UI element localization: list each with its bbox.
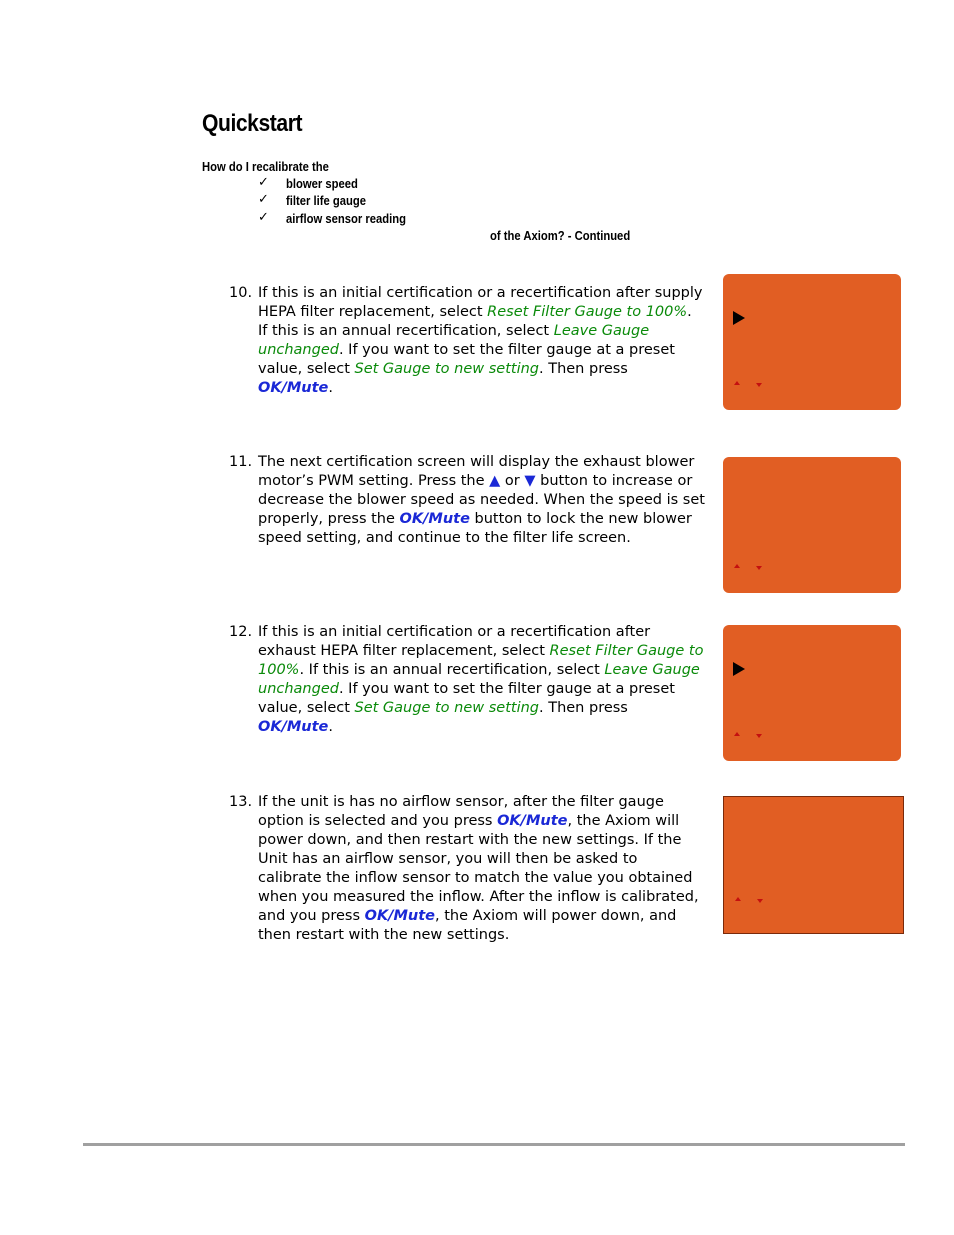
step-text: If the unit is has no airflow sensor, after the filter gauge option is selected and you press OK/Mute, the Axiom will power down, and then restart with the new settings. If the Unit has an airflow sensor, you will then be asked to calibrate the inflow sensor to match the value you obtained when you measured the inflow. After the inflow is calibrated, and you press OK/Mute, the Axiom will power down, and then restart with the new settings. xyxy=(258,794,699,943)
checklist-item: filter life gauge xyxy=(286,194,367,208)
step-number: 12. xyxy=(229,624,253,640)
option-reset-filter: Reset Filter Gauge to 100% xyxy=(487,304,688,320)
option-set-gauge: Set Gauge to new setting xyxy=(354,700,539,716)
down-arrow-icon xyxy=(756,566,762,570)
display-panel-inflow xyxy=(723,796,904,934)
option-leave-gauge: Leave Gauge unchanged xyxy=(258,662,700,697)
ok-mute-label: OK/Mute xyxy=(399,511,470,527)
up-arrow-icon xyxy=(734,564,740,568)
check-icon: ✓ xyxy=(258,175,269,190)
step-11 xyxy=(229,453,705,548)
check-icon: ✓ xyxy=(258,192,269,207)
check-icon: ✓ xyxy=(258,210,269,225)
step-10 xyxy=(229,284,705,398)
down-arrow-icon xyxy=(756,383,762,387)
option-leave-gauge: Leave Gauge unchanged xyxy=(258,323,650,358)
down-arrow-icon xyxy=(756,734,762,738)
up-arrow-icon xyxy=(734,381,740,385)
step-text: If this is an initial certification or a recertification after exhaust HEPA filter replacement, select Reset Filter Gauge to 100%. If this is an annual recertification, select Leave Gauge unchanged. If you want to set the filter gauge at a preset value, select Set Gauge to new setting. Then press OK/Mute. xyxy=(258,624,704,735)
checklist-item: airflow sensor reading xyxy=(286,212,407,226)
up-arrow-icon: ▲ xyxy=(489,473,501,489)
down-arrow-icon: ▼ xyxy=(524,473,536,489)
step-text: If this is an initial certification or a recertification after supply HEPA filter replacement, select Reset Filter Gauge to 100%. If this is an annual recertification, select Leave Gauge unchanged. If you want to set the filter gauge at a preset value, select Set Gauge to new setting. Then press OK/Mute. xyxy=(258,285,703,396)
display-panel-filter-supply xyxy=(723,274,901,410)
display-panel-filter-exhaust xyxy=(723,625,901,761)
up-arrow-icon xyxy=(735,897,741,901)
ok-mute-label: OK/Mute xyxy=(497,813,568,829)
down-arrow-icon xyxy=(757,899,763,903)
step-number: 11. xyxy=(229,454,253,470)
step-number: 10. xyxy=(229,285,253,301)
step-text: The next certification screen will display the exhaust blower motor’s PWM setting. Press the ▲ or ▼ button to increase or decrease the blower speed as needed. When the speed is set properly, press the OK/Mute button to lock the new blower speed setting, and continue to the filter life screen. xyxy=(258,454,705,546)
ok-mute-label: OK/Mute xyxy=(258,380,329,396)
step-number: 13. xyxy=(229,794,253,810)
option-reset-filter: Reset Filter Gauge to 100% xyxy=(258,643,704,678)
page-title: Quickstart xyxy=(202,110,303,137)
display-panel-blower-speed xyxy=(723,457,901,593)
checklist-item: blower speed xyxy=(286,177,358,191)
question-tail: of the Axiom? - Continued xyxy=(490,229,631,243)
option-set-gauge: Set Gauge to new setting xyxy=(354,361,539,377)
pointer-triangle-icon xyxy=(733,311,745,325)
question-lead: How do I recalibrate the xyxy=(202,160,329,174)
step-13 xyxy=(229,793,705,945)
footer-divider xyxy=(83,1143,905,1146)
ok-mute-label: OK/Mute xyxy=(364,908,436,924)
ok-mute-label: OK/Mute xyxy=(258,719,329,735)
step-12 xyxy=(229,623,705,737)
pointer-triangle-icon xyxy=(733,662,745,676)
up-arrow-icon xyxy=(734,732,740,736)
